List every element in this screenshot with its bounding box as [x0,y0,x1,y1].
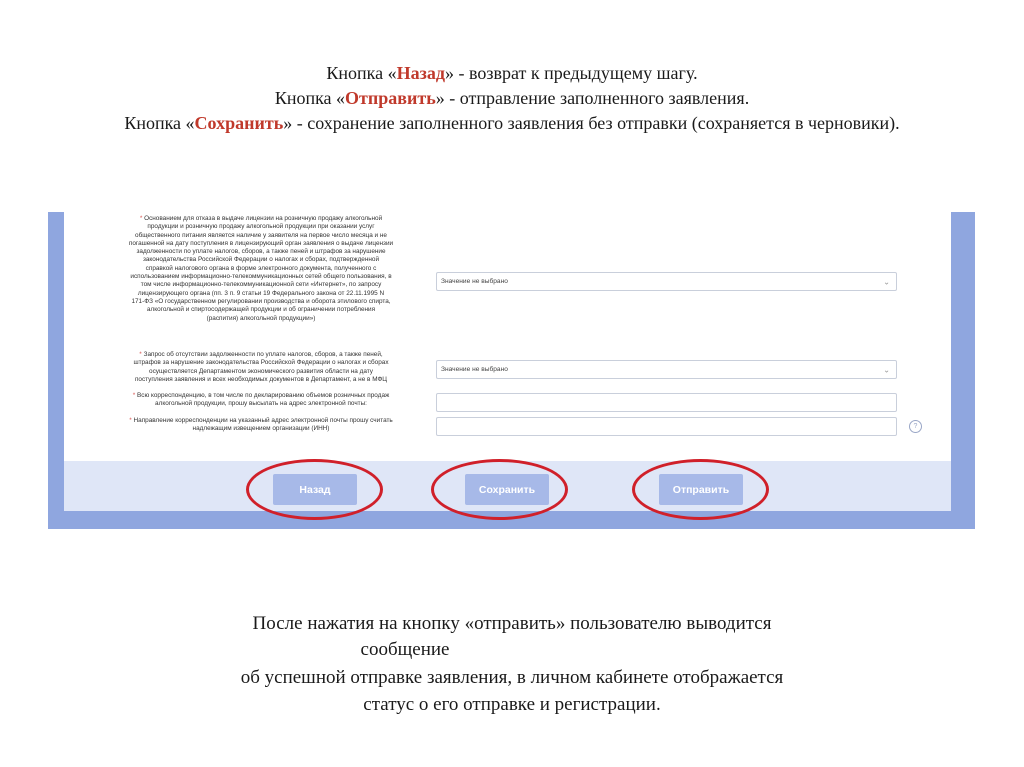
highlight-ring-save [431,459,568,520]
question-line-text: штрафов за нарушение законодательства Российской Федерации о налогах и сборах [133,359,389,367]
question-tax-debt-basis [88,215,434,323]
select-value: Значение не выбрано [441,278,508,285]
question-line-text: (распития) алкогольной продукции») [206,314,316,322]
outro-line-3: об успешной отправке заявления, в личном кабинете отображается [240,667,784,688]
form-screenshot [48,212,975,529]
intro-prefix: Кнопка « [326,63,397,83]
intro-line-back [0,61,1024,85]
select-value: Значение не выбрано [441,366,508,373]
intro-button-name-send: Отправить [345,88,436,108]
question-line-text: продукции и розничную продажу алкогольной продукции при оказании услуг [147,223,375,231]
question-line-text: использованием информационно-телекоммуникационных сетей общего пользования, в [130,273,392,281]
required-mark: * [139,351,142,358]
question-line-text: Основанием для отказа в выдаче лицензии на розничную продажу алкогольной [144,215,383,222]
required-mark: * [129,417,132,424]
highlight-ring-send [632,459,769,520]
question-line-text: общественного питания является наличие у заявителя на первое число месяца и не [135,231,387,239]
inn-notice-field[interactable] [436,417,897,436]
outro-line-1: После нажатия на кнопку «отправить» пользователю выводится [252,613,772,634]
send-button-label: Отправить [672,483,730,496]
question-line-text: справкой налогового органа в форме электронного документа, полученного с [145,264,377,272]
required-mark: * [132,392,136,399]
outro-line-2: сообщение [360,639,450,660]
question-line-text: том числе информационно-телекоммуникационной сети «Интернет», по запросу [140,281,382,289]
question-line-text: законодательства Российской Федерации о налогах и сборах, подтвержденной [142,256,380,264]
select-tax-debt-basis[interactable] [436,272,897,291]
question-line-text: алкогольной продукции, прошу высылать на адрес электронной почты: [155,400,367,408]
intro-suffix: » - сохранение заполненного заявления без отправки (сохраняется в черновики). [283,113,900,133]
intro-button-name-back: Назад [396,63,445,83]
select-tax-debt-request[interactable] [436,360,897,379]
required-mark: * [139,215,143,222]
intro-button-name-save: Сохранить [194,113,284,133]
question-line [88,417,434,425]
intro-prefix: Кнопка « [124,113,195,133]
question-email-correspondence [88,392,434,409]
email-field[interactable] [436,393,897,412]
intro-line-send [0,86,1024,110]
intro-prefix: Кнопка « [274,88,346,108]
question-line-text: Всю корреспонденцию, в том числе по декларированию объемов розничных продаж [136,392,390,399]
highlight-ring-back [246,459,383,520]
question-line-text: поступления заявления и всех необходимых документов в Департамент, а не в МФЦ [134,375,388,383]
help-icon[interactable] [909,420,922,433]
intro-line-save [0,111,1024,135]
chevron-down-icon: ⌄ [883,277,890,286]
intro-suffix: » - отправление заполненного заявления. [435,88,750,108]
help-icon-label: ? [913,423,918,430]
question-line-text: лицензирующего органа (пп. 3 п. 9 статьи 19 Федерального закона от 22.11.1995 N [137,289,385,297]
question-email-official-notice [88,417,434,434]
question-line-text: осуществляется Департаментом экономического развития области на дату [149,367,373,375]
question-line-text: Запрос об отсутствии задолженности по уплате налогов, сборов, а также пеней, [143,351,383,358]
outro-line-4: статус о его отправке и регистрации. [363,694,661,715]
question-line-text: надлежащим извещением организации (ИНН) [192,425,330,433]
question-line-text: 171-ФЗ «О государственном регулировании производства и оборота этилового спирта, [131,297,391,305]
save-button-label: Сохранить [478,483,536,496]
question-tax-debt-request [88,351,434,384]
back-button-label: Назад [299,483,331,496]
intro-suffix: » - возврат к предыдущему шагу. [444,63,698,83]
question-line-text: алкогольной и спиртосодержащей продукции и об ограничении потребления [146,306,376,314]
question-line-text: задолженности по уплате налогов, сборов, а также пеней и штрафов за нарушение [136,248,386,256]
question-line-text: погашенной на дату поступления в лицензирующий орган заявления о выдаче лицензии [128,239,394,247]
chevron-down-icon: ⌄ [883,365,890,374]
question-line-text: Направление корреспонденции на указанный адрес электронной почты прошу считать [133,417,393,424]
